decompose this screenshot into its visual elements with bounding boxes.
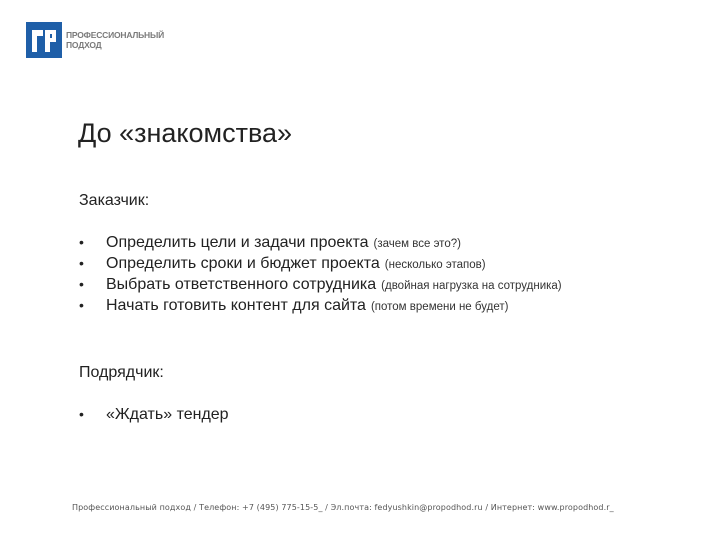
list-item-text: Определить цели и задачи проекта <box>106 234 369 251</box>
client-task-list <box>79 234 562 318</box>
list-item <box>79 406 229 427</box>
footer-contacts: Профессиональный подход / Телефон: +7 (495) 775-15-5_ / Эл.почта: fedyushkin@propodhod.ru / Интернет: www.propodhod.r_ <box>72 503 614 512</box>
client-section-label: Заказчик: <box>79 192 150 209</box>
list-item-note: (несколько этапов) <box>384 259 486 271</box>
list-item-note: (двойная нагрузка на сотрудника) <box>381 280 562 292</box>
company-logo <box>26 22 164 58</box>
logo-line-1: ПРОФЕССИОНАЛЬНЫЙ <box>66 30 165 40</box>
bullet-icon: • <box>79 297 84 313</box>
list-item-text: Выбрать ответственного сотрудника <box>106 276 377 293</box>
list-item-note: (зачем все это?) <box>373 238 461 250</box>
logo-line-2: ПОДХОД <box>66 40 102 50</box>
list-item <box>79 276 562 297</box>
bullet-icon: • <box>79 255 84 271</box>
list-item <box>79 255 562 276</box>
list-item-text: Начать готовить контент для сайта <box>106 297 366 314</box>
list-item <box>79 234 562 255</box>
contractor-task-list <box>79 406 229 427</box>
list-item <box>79 297 562 318</box>
slide-title: До «знакомства» <box>78 118 293 148</box>
bullet-icon: • <box>79 234 84 250</box>
logo-mark-icon <box>26 22 62 58</box>
list-item-text: Определить сроки и бюджет проекта <box>106 255 380 272</box>
logo-text <box>66 30 164 50</box>
list-item-note: (потом времени не будет) <box>370 301 509 313</box>
bullet-icon: • <box>79 406 84 422</box>
bullet-icon: • <box>79 276 84 292</box>
contractor-section-label: Подрядчик: <box>79 364 164 381</box>
list-item-text: «Ждать» тендер <box>106 406 229 423</box>
